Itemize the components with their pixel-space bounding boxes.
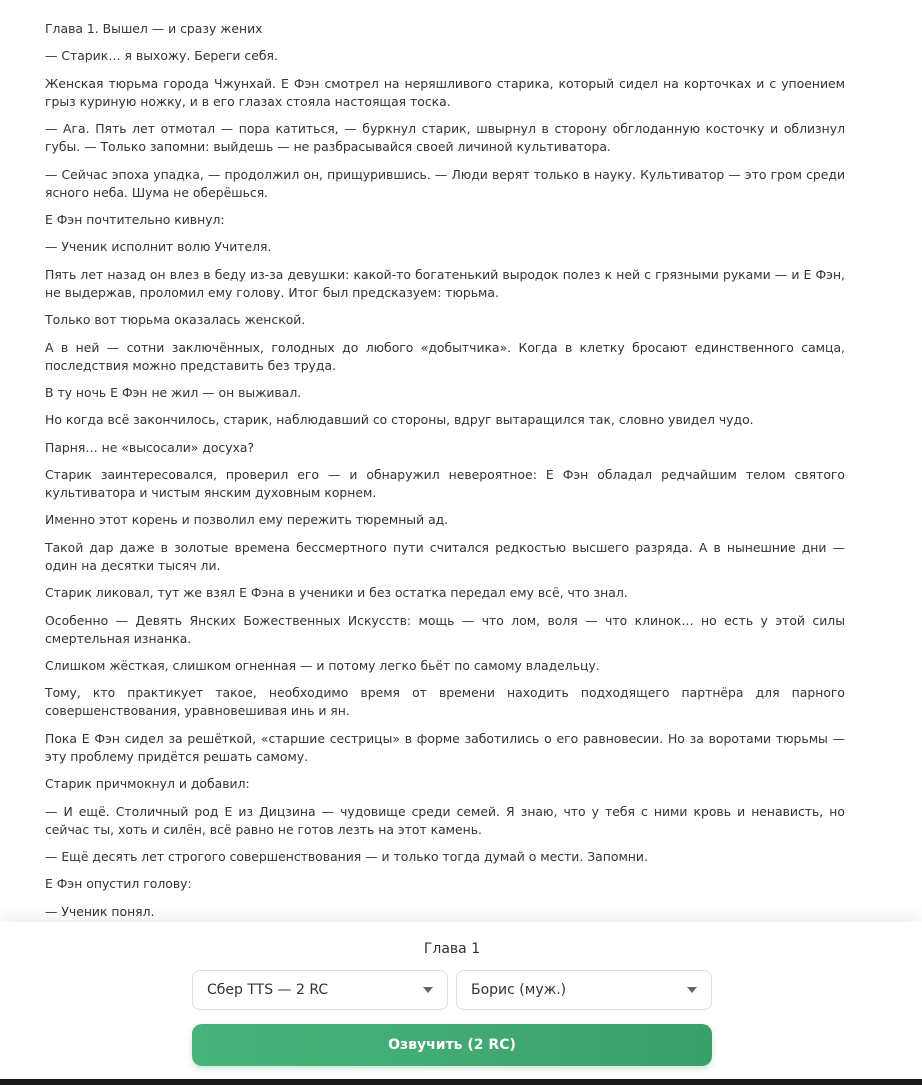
chapter-text: [45, 20, 845, 930]
chevron-down-icon: [423, 987, 433, 993]
paragraph: Слишком жёсткая, слишком огненная — и потому легко бьёт по самому владельцу.: [45, 658, 600, 674]
paragraph: Женская тюрьма города Чжунхай. Е Фэн смотрел на неряшливого старика, который сидел на корточках и с упоением грыз куриную ножку, и в его глазах стояла настоящая тоска.: [45, 75, 845, 109]
paragraph: Только вот тюрьма оказалась женской.: [45, 312, 306, 328]
chapter-label: Глава 1: [423, 941, 481, 957]
paragraph: — Ага. Пять лет отмотал — пора катиться, — буркнул старик, швырнул в сторону обглоданную косточку и облизнул губы. — Только запомни: выйдешь — не разбрасывайся своей личиной культиватора.: [45, 121, 845, 155]
bottom-bar: [0, 1079, 922, 1085]
paragraph: Старик причмокнул и добавил:: [45, 776, 250, 792]
paragraph: В ту ночь Е Фэн не жил — он выживал.: [45, 384, 302, 400]
paragraph: Тому, кто практикует такое, необходимо время от времени находить подходящего партнёра для парного совершенствования, уравновешивая инь и ян.: [45, 685, 845, 719]
paragraph: — Ещё десять лет строгого совершенствования — и только тогда думай о мести. Запомни.: [45, 848, 648, 864]
voice-value: Борис (муж.): [471, 982, 567, 998]
paragraph: Но когда всё закончилось, старик, наблюдавший со стороны, вдруг вытаращился так, словно увидел чудо.: [45, 412, 754, 428]
paragraph: — И ещё. Столичный род Е из Дицзина — чудовище среди семей. Я знаю, что у тебя с ними кровь и ненависть, но сейчас ты, хоть и силён, всё равно не готов лезть на этот камень.: [45, 803, 845, 837]
paragraph: Именно этот корень и позволил ему пережить тюремный ад.: [45, 512, 449, 528]
paragraph: Старик ликовал, тут же взял Е Фэна в ученики и без остатка передал ему всё, что знал.: [45, 585, 628, 601]
voice-over-button[interactable]: Озвучить (2 RC): [192, 1024, 712, 1066]
paragraph: — Ученик понял.: [45, 903, 155, 919]
paragraph: Е Фэн почтительно кивнул:: [45, 211, 225, 227]
paragraph: — Старик… я выхожу. Береги себя.: [45, 48, 278, 64]
paragraph: Такой дар даже в золотые времена бессмертного пути считался редкостью высшего разряда. А в нынешние дни — один на десятки тысяч ли.: [45, 539, 845, 573]
paragraph: Е Фэн опустил голову:: [45, 876, 192, 892]
paragraph: Старик заинтересовался, проверил его — и обнаружил невероятное: Е Фэн обладал редчайшим телом святого культиватора и чистым янским духовным корнем.: [45, 467, 845, 501]
paragraph: — Ученик исполнит волю Учителя.: [45, 239, 272, 255]
paragraph: Особенно — Девять Янских Божественных Искусств: мощь — что лом, воля — что клинок… но есть у этой силы смертельная изнанка.: [45, 612, 845, 646]
tts-panel: [0, 922, 922, 1079]
chevron-down-icon: [687, 987, 697, 993]
paragraph: Парня… не «высосали» досуха?: [45, 439, 255, 455]
paragraph: А в ней — сотни заключённых, голодных до любого «добытчика». Когда в клетку бросают единственного самца, последствия можно представить без труда.: [45, 339, 845, 373]
paragraph: Пять лет назад он влез в беду из-за девушки: какой-то богатенький выродок полез к ней с грязными руками — и Е Фэн, не выдержав, проломил ему голову. Итог был предсказуем: тюрьма.: [45, 266, 845, 300]
paragraph: Пока Е Фэн сидел за решёткой, «старшие сестрицы» в форме заботились о его равновесии. Но за воротами тюрьмы — эту проблему придётся решать самому.: [45, 730, 845, 764]
paragraph: — Сейчас эпоха упадка, — продолжил он, прищурившись. — Люди верят только в науку. Культиватор — это гром среди ясного неба. Шума не оберёшься.: [45, 166, 845, 200]
paragraph: Глава 1. Вышел — и сразу жених: [45, 21, 263, 36]
tts-engine-value: Сбер TTS — 2 RC: [207, 982, 329, 998]
tts-engine-select[interactable]: [192, 970, 448, 1010]
voice-select[interactable]: [456, 970, 712, 1010]
